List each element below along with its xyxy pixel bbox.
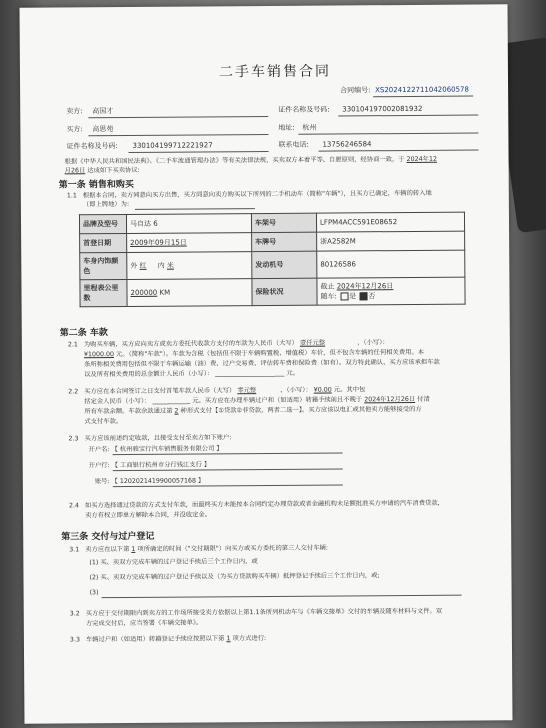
clause-3-2-number: 3.2 (69, 610, 80, 618)
insurance-yes-checkbox[interactable] (340, 292, 348, 300)
clause-3-1-option-1: (1) 买、卖双方完成车辆的过户登记手续后三个工作日内，或 (89, 558, 258, 567)
color-value: 外 红 内 米 (127, 252, 252, 280)
preamble-line2: 月26日 达成如下买卖协议: (64, 166, 140, 175)
account-name-row: 开户名: 【 杭州骏宝行汽车销售服务有限公司 】 (88, 445, 223, 454)
clause-2-4-line1: 如买方选择通过贷款的方式支付车款，而最终买方未能按本合同约定办理贷款或者金融机构未足额批准买方申请的汽车消费贷款， (84, 499, 444, 510)
seller-id-label: 证件名称及号码: (278, 105, 330, 114)
clause-2-2-line1: 买方应在本合同签订之日支付首笔车款人民币（大写） 零元整 ，（小写）： ¥0.00 元。其中包 (84, 386, 366, 396)
contract-number: XS2024122711042060578 (375, 85, 469, 95)
clause-2-1-number: 2.1 (67, 341, 78, 349)
phone-label: 联系电话: (278, 140, 309, 149)
clause-3-3-text: 车辆过户和（如适用）转籍登记手续应按照以下第 1 项方式进行: (85, 635, 267, 644)
clause-2-1-line4: 以及所有相关费用的总金额计人民币（小写）： ______________________ 元。 (84, 369, 300, 379)
buyer-label: 买方: (66, 125, 83, 134)
contract-number-label: 合同编号: (340, 86, 371, 95)
clause-2-3-number: 2.3 (68, 435, 79, 443)
insurance-no-checkbox[interactable] (359, 292, 367, 300)
clause-2-4-line2: 卖方有权立即单方解除本合同，并没收定金。 (85, 511, 212, 520)
seller-name: 高国才 (92, 107, 114, 116)
clause-2-1-line1: 为购买车辆，买方应向卖方或卖方委托代收款方支付的车款为人民币（大写） 壹仟元整 ，（小写）： (83, 339, 389, 349)
engine-value: 80126586 (317, 250, 465, 278)
account-number-row: 账号: 【 1202021419900057168 】 (94, 477, 205, 486)
buyer-id-label: 证件名称及号码: (66, 142, 118, 151)
insurance-value: 截止 2024年12月26日 随车: 是 否 (317, 277, 465, 305)
plate-value: 浙A2582M (317, 231, 465, 251)
mileage-label: 里程表公里数 (80, 279, 127, 306)
color-label: 车身内饰颜色 (80, 252, 127, 279)
reg-date-value: 2009年09月15日 (127, 233, 252, 253)
article2-heading: 第二条 车款 (59, 328, 108, 339)
buyer-id: 330104199712221927 (132, 141, 213, 150)
contract-page (20, 4, 513, 723)
clause-1-1-text: 根据本合同，卖方同意向买方出售，买方同意向卖方购买以下所列的二手机动车（简称"车辆"），且买方已确定，车辆的转入地 (82, 189, 432, 200)
clause-2-3-text: 买方应该前述约定收款，且接受支付至卖方如下账户: (84, 434, 232, 443)
clause-3-2-line1: 买方应于交付期限内到卖方的工作场所接受卖方依据以上第1.1条所列机动车与《车辆交接单》交付的车辆及随车材料与文件。双 (85, 607, 443, 618)
vehicle-info-table (79, 212, 466, 308)
clause-2-1-line2: ¥1000.00 元。（简称"车款"）。车款为含税（包括但不限于车辆购置税、增值税）车价，但不包含车辆的任何相关费用。本 (83, 348, 425, 359)
brand-value: 马自达 6 (126, 214, 251, 234)
clause-2-2-line4: 式支付车款。 (84, 418, 123, 426)
insurance-label: 保险状况 (252, 278, 317, 305)
plate-label: 车牌号 (252, 232, 317, 251)
address-label: 地址: (278, 123, 295, 132)
engine-label: 发动机号 (252, 251, 317, 278)
mileage-value: 200000 KM (127, 279, 252, 307)
clause-3-1-text: 卖方应在以下第 1 项所确定的时间（"交付期限"）向买方或买方委托的第三人交付车辆: (85, 544, 328, 554)
clause-3-2-line2: 方完成交付后，应当签署《车辆交接单》。 (85, 619, 203, 628)
vin-value: LFPM4ACC591E08652 (316, 212, 464, 232)
clause-1-1-text-2: （即上牌地）为: (82, 200, 130, 209)
seller-id: 330104197002081932 (342, 104, 423, 114)
clause-2-2-number: 2.2 (68, 388, 79, 396)
clause-3-3-number: 3.3 (69, 636, 80, 644)
buyer-address: 杭州 (302, 123, 317, 132)
clause-2-2-line2: 括定金人民币（小写）： ____________ 元。买方应在办理车辆过户和（如适用）转籍手续前且不晚于 2024年12月26日 付清 (84, 395, 430, 406)
brand-label: 品牌及型号 (79, 214, 126, 233)
bank-row: 开户行: 【 工商银行杭州市分行钱江支行 】 (88, 461, 211, 470)
article1-heading: 第一条 销售和购买 (58, 179, 134, 191)
clause-3-1-number: 3.1 (69, 546, 80, 554)
clause-1-1-number: 1.1 (66, 192, 77, 200)
clause-2-4-number: 2.4 (68, 502, 80, 510)
seller-label: 卖方: (66, 107, 83, 116)
contract-title: 二手车销售合同 (218, 63, 332, 81)
vin-label: 车架号 (251, 213, 316, 232)
clause-3-1-option-3: (3) (89, 589, 99, 597)
reg-date-label: 首登日期 (80, 233, 127, 252)
buyer-phone: 13756246584 (322, 140, 372, 149)
buyer-name: 高思苑 (92, 125, 114, 134)
clause-2-1-line3: 条所称相关费用包括但不限于车辆运输（油）费、过户交易费、评估转车费和保险费（如有）。双方特此确认，买方应该承担车款 (83, 358, 440, 369)
preamble-line1: 根据《中华人民共和国民法典》、《二手车流通管理办法》等有关法律法规，买卖双方本着平等、自愿原则，经协商一致，于 2024年12 (64, 155, 437, 166)
clause-3-1-option-2: (2) 买、卖双方完成车辆的过户登记手续以及（为买方贷款购买车辆）抵押登记手续后三个工作日内，或; (89, 572, 380, 582)
clause-2-2-line3: 所有车款余额。车款余款通过第 2 种形式支付【①贷款②非贷款，两者二选一】。买方应该以电汇或其他卖方能够接受的方 (84, 405, 422, 416)
article3-heading: 第三条 交付与过户登记 (61, 531, 155, 543)
